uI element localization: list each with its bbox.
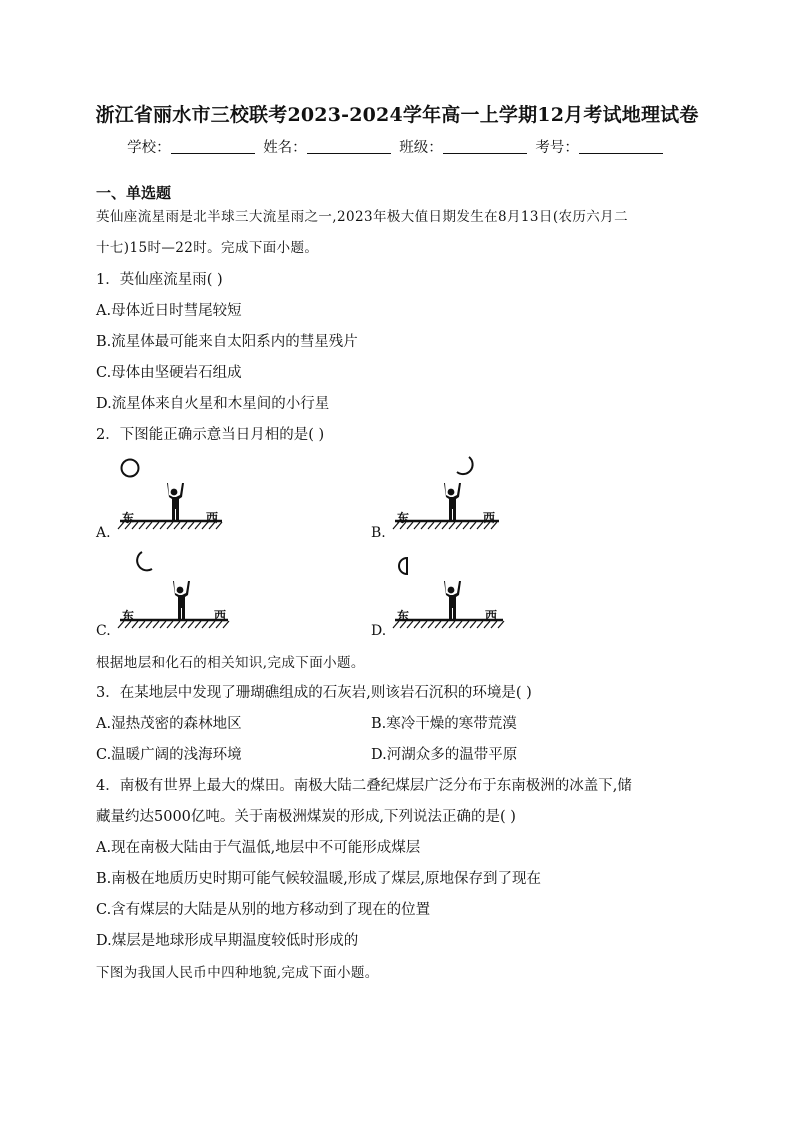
- east-label: 东: [397, 511, 410, 525]
- east-label: 东: [122, 511, 135, 525]
- passage2: 根据地层和化石的相关知识,完成下面小题。: [96, 655, 365, 671]
- west-label: 西: [485, 609, 498, 623]
- person-icon: [167, 483, 184, 521]
- q1-option-b: B.流星体最可能来自太阳系内的彗星残片: [96, 334, 358, 350]
- q2-option-b: B.: [371, 525, 386, 541]
- q3-option-d: D.河湖众多的温带平原: [371, 747, 518, 763]
- q1-stem: 1．英仙座流星雨( ): [96, 272, 223, 288]
- q3-option-b: B.寒冷干燥的寒带荒漠: [371, 716, 517, 732]
- east-label: 东: [397, 609, 410, 623]
- class-blank[interactable]: [443, 139, 527, 154]
- q3-option-c: C.温暖广阔的浅海环境: [96, 747, 242, 763]
- half-moon-icon: [371, 548, 511, 643]
- class-label: 班级：: [399, 140, 443, 156]
- q2-option-c: C.: [96, 623, 111, 639]
- q2-option-d: D.: [371, 623, 387, 639]
- q2-stem: 2．下图能正确示意当日月相的是( ): [96, 427, 325, 443]
- exam-number-blank[interactable]: [579, 139, 663, 154]
- name-blank[interactable]: [307, 139, 391, 154]
- person-icon: [173, 581, 190, 620]
- person-icon: [444, 581, 461, 620]
- q1-option-a: A.母体近日时彗尾较短: [96, 303, 242, 319]
- crescent-moon-icon: [96, 548, 236, 643]
- west-label: 西: [206, 511, 219, 525]
- q2-figure-c: [96, 548, 236, 643]
- school-label: 学校：: [127, 140, 171, 156]
- q4-stem-line2: 藏量约达5000亿吨。关于南极洲煤炭的形成,下列说法正确的是( ): [96, 809, 516, 825]
- q1-option-d: D.流星体来自火星和木星间的小行星: [96, 396, 330, 412]
- west-label: 西: [483, 511, 496, 525]
- west-label: 西: [214, 609, 227, 623]
- q4-option-b: B.南极在地质历史时期可能气候较温暖,形成了煤层,原地保存到了现在: [96, 871, 541, 887]
- q4-stem-line1: 4．南极有世界上最大的煤田。南极大陆二叠纪煤层广泛分布于东南极洲的冰盖下,储: [96, 778, 632, 794]
- passage1-line2: 十七)15时—22时。完成下面小题。: [96, 240, 319, 256]
- q3-stem: 3．在某地层中发现了珊瑚礁组成的石灰岩,则该岩石沉积的环境是( ): [96, 685, 532, 701]
- passage3: 下图为我国人民币中四种地貌,完成下面小题。: [96, 965, 379, 981]
- q2-figure-d: [371, 548, 511, 643]
- q4-option-a: A.现在南极大陆由于气温低,地层中不可能形成煤层: [96, 840, 421, 856]
- exam-number-label: 考号：: [535, 140, 579, 156]
- east-label: 东: [122, 609, 135, 623]
- crescent-moon-icon: [371, 455, 511, 545]
- q3-option-a: A.湿热茂密的森林地区: [96, 716, 242, 732]
- q4-option-d: D.煤层是地球形成早期温度较低时形成的: [96, 933, 359, 949]
- section-heading: 一、单选题: [96, 184, 172, 202]
- q2-figure-b: [371, 455, 511, 545]
- student-info-fields: [0, 136, 794, 157]
- full-moon-icon: [96, 455, 236, 545]
- q1-option-c: C.母体由坚硬岩石组成: [96, 365, 242, 381]
- school-blank[interactable]: [171, 139, 255, 154]
- page-title: 浙江省丽水市三校联考2023-2024学年高一上学期12月考试地理试卷: [95, 104, 699, 126]
- passage1-line1: 英仙座流星雨是北半球三大流星雨之一,2023年极大值日期发生在8月13日(农历六月二: [96, 209, 628, 225]
- q4-option-c: C.含有煤层的大陆是从别的地方移动到了现在的位置: [96, 902, 431, 918]
- person-icon: [444, 483, 461, 521]
- q2-figure-a: [96, 455, 236, 545]
- q2-option-a: A.: [96, 525, 111, 541]
- name-label: 姓名：: [263, 140, 307, 156]
